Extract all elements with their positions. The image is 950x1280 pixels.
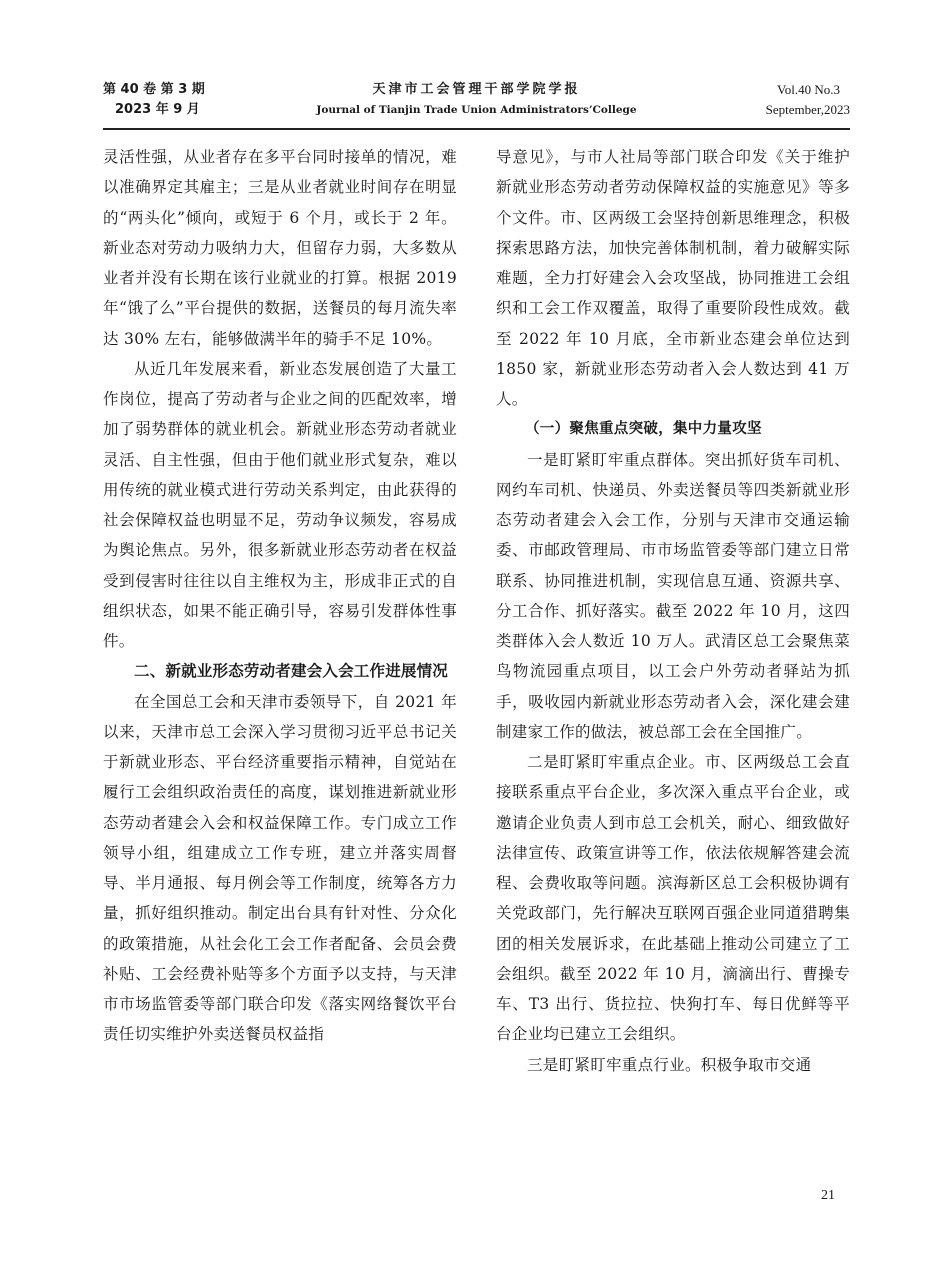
volume-issue-cn: 第 40 卷 第 3 期 [103, 82, 205, 97]
page-number: 21 [821, 1188, 835, 1203]
paragraph: 导意见》，与市人社局等部门联合印发《关于维护新就业形态劳动者劳动保障权益的实施意见》等多个文件。市、区两级工会坚持创新思维理念，积极探索思路方法，加快完善体制机制，着力破解实际难题，全力打好建会入会攻坚战，协同推进工会组织和工会工作双覆盖，取得了重要阶段性成效。截至 2022 年 10 月底，全市新业态建会单位达到 1850 家，新就业形态劳动者入会人数达到 41 万人。 [496, 148, 850, 408]
subsection-heading: （一）聚焦重点突破，集中力量攻坚 [525, 421, 762, 438]
header-right [766, 80, 850, 120]
volume-issue-en: Vol.40 No.3 [777, 82, 840, 97]
paragraph: 在全国总工会和天津市委领导下，自 2021 年以来，天津市总工会深入学习贯彻习近平总书记关于新就业形态、平台经济重要指示精神，自觉站在履行工会组织政治责任的高度，谋划推进新就业形态劳动者建会入会和权益保障工作。专门成立工作领导小组，组建成立工作专班，建立并落实周督导、半月通报、每月例会等工作制度，统筹各方力量，抓好组织推动。制定出台具有针对性、分众化的政策措施，从社会化工会工作者配备、会员会费补贴、工会经费补贴等多个方面予以支持，与天津市市场监管委等部门联合印发《落实网络餐饮平台责任切实维护外卖送餐员权益指 [103, 692, 457, 1044]
right-column [496, 142, 850, 1080]
section-heading: 二、新就业形态劳动者建会入会工作进展情况 [134, 662, 449, 681]
paragraph: 灵活性强，从业者存在多平台同时接单的情况，难以准确界定其雇主；三是从业者就业时间存在明显的“两头化”倾向，或短于 6 个月，或长于 2 年。新业态对劳动力吸纳力大，但留存力弱，大多数从业者并没有长期在该行业就业的打算。根据 2019 年“饿了么”平台提供的数据，送餐员的每月流失率达 30% 左右，能够做满半年的骑手不足 10%。 [103, 148, 457, 348]
header-center [103, 80, 850, 120]
journal-title-cn: 天津市工会管理干部学院学报 [372, 82, 581, 97]
left-column [103, 142, 457, 1050]
date-en: September,2023 [765, 102, 850, 117]
date-cn: 2023 年 9 月 [115, 102, 200, 117]
paragraph: 从近几年发展来看，新业态发展创造了大量工作岗位，提高了劳动者与企业之间的匹配效率，增加了弱势群体的就业机会。新就业形态劳动者就业灵活、自主性强，但由于他们就业形式复杂，难以用传统的就业模式进行劳动关系判定，由此获得的社会保障权益也明显不足，劳动争议频发，容易成为舆论焦点。另外，很多新就业形态劳动者在权益受到侵害时往往以自主维权为主，形成非正式的自组织状态，如果不能正确引导，容易引发群体性事件。 [103, 359, 457, 650]
running-header [103, 78, 850, 130]
paragraph: 三是盯紧盯牢重点行业。积极争取市交通 [527, 1055, 812, 1074]
paragraph: 一是盯紧盯牢重点群体。突出抓好货车司机、网约车司机、快递员、外卖送餐员等四类新就业形态劳动者建会入会工作，分别与天津市交通运输委、市邮政管理局、市市场监管委等部门建立日常联系、协同推进机制，实现信息互通、资源共享、分工合作、抓好落实。截至 2022 年 10 月，这四类群体入会人数近 10 万人。武清区总工会聚焦菜鸟物流园重点项目，以工会户外劳动者驿站为抓手，吸收园内新就业形态劳动者入会，深化建会建制建家工作的做法，被总部工会在全国推广。 [496, 450, 850, 741]
journal-title-en: Journal of Tianjin Trade Union Administrators’College [316, 104, 637, 116]
paragraph: 二是盯紧盯牢重点企业。市、区两级总工会直接联系重点平台企业，多次深入重点平台企业，或邀请企业负责人到市总工会机关，耐心、细致做好法律宣传、政策宣讲等工作，依法依规解答建会流程、会费收取等问题。滨海新区总工会积极协调有关党政部门，先行解决互联网百强企业同道猎聘集团的相关发展诉求，在此基础上推动公司建立了工会组织。截至 2022 年 10 月，滴滴出行、曹操专车、T3 出行、货拉拉、快狗打车、每日优鲜等平台企业均已建立工会组织。 [496, 753, 850, 1044]
